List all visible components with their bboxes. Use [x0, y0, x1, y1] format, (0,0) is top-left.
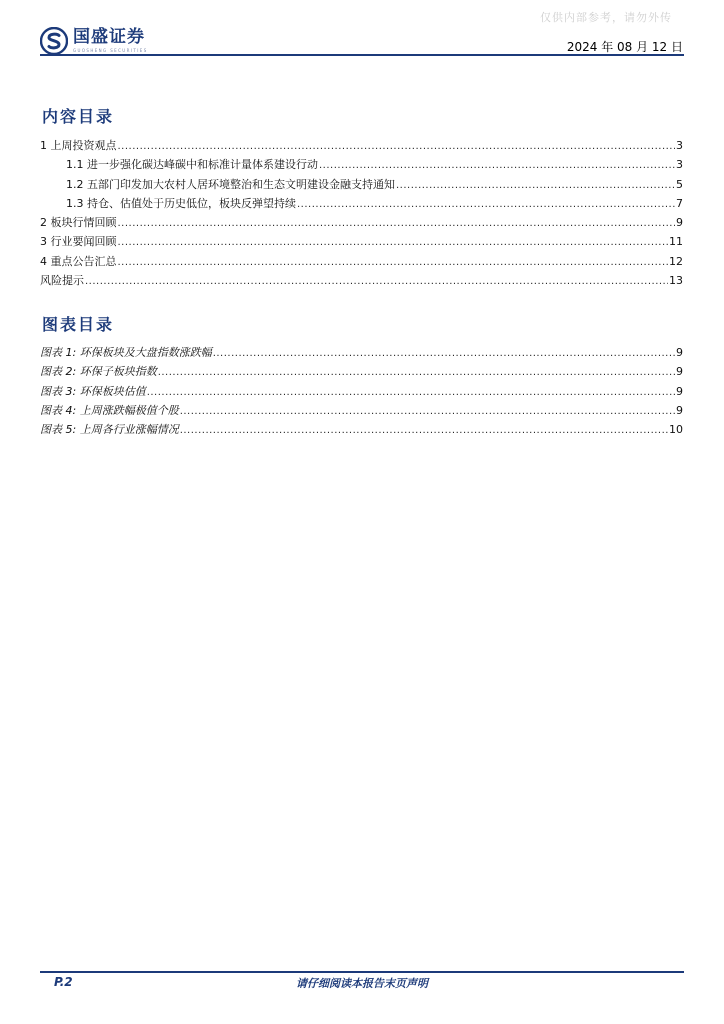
figure-entry[interactable]: [40, 382, 683, 401]
toc-entry-page: 9: [676, 216, 683, 230]
toc-entry-label: 4 重点公告汇总: [40, 254, 117, 268]
figure-entry-page: 9: [676, 403, 683, 417]
page-number: P.2: [54, 975, 73, 989]
toc-entry-page: 5: [676, 177, 683, 191]
figure-entry-page: 9: [676, 346, 683, 359]
dot-leader: [319, 156, 675, 175]
toc-entry-page: 7: [676, 196, 683, 210]
dot-leader: [118, 253, 669, 272]
dot-leader: [85, 272, 668, 291]
figure-entry-label: 图表 3: 环保板块估值: [40, 384, 146, 398]
contents-list: [40, 136, 683, 290]
toc-entry-page: 3: [676, 158, 683, 172]
toc-entry-label: 1.1 进一步强化碳达峰碳中和标准计量体系建设行动: [66, 158, 318, 172]
disclaimer-note: 请仔细阅读本报告末页声明: [296, 977, 428, 990]
toc-entry-label: 风险提示: [40, 274, 84, 288]
logo-english: GUOSHENG SECURITIES: [73, 48, 148, 53]
figures-title: 图表目录: [42, 315, 115, 334]
report-date: 2024 年 08 月 12 日: [566, 40, 683, 54]
toc-entry[interactable]: [40, 232, 683, 251]
toc-entry[interactable]: [40, 213, 683, 232]
figure-entry-page: 10: [669, 423, 683, 437]
toc-entry-label: 1 上周投资观点: [40, 139, 117, 152]
figure-entry[interactable]: [40, 343, 683, 362]
figure-entry-label: 图表 1: 环保板块及大盘指数涨跌幅: [40, 346, 212, 359]
company-logo: [40, 26, 148, 56]
dot-leader: [158, 363, 675, 382]
figures-list: [40, 343, 683, 439]
dot-leader: [213, 344, 675, 363]
toc-entry-page: 12: [669, 254, 683, 268]
toc-entry[interactable]: [40, 155, 683, 174]
dot-leader: [147, 383, 675, 402]
toc-entry-page: 13: [669, 274, 683, 288]
toc-entry-label: 1.3 持仓、估值处于历史低位，板块反弹望持续: [66, 196, 296, 210]
dot-leader: [118, 214, 676, 233]
toc-entry[interactable]: [40, 136, 683, 155]
toc-entry-page: 3: [676, 139, 683, 152]
header-divider: [40, 54, 684, 56]
toc-entry-label: 2 板块行情回顾: [40, 216, 117, 230]
dot-leader: [297, 195, 675, 214]
footer-divider: [40, 971, 684, 973]
dot-leader: [118, 233, 669, 252]
figure-entry-page: 9: [676, 365, 683, 379]
toc-entry[interactable]: [40, 271, 683, 290]
toc-entry-page: 11: [669, 235, 683, 249]
contents-title: 内容目录: [42, 107, 115, 126]
figure-entry-page: 9: [676, 384, 683, 398]
toc-entry[interactable]: [40, 252, 683, 271]
figure-entry[interactable]: [40, 401, 683, 420]
figure-entry-label: 图表 2: 环保子板块指数: [40, 365, 157, 379]
guosheng-logo-icon: [40, 27, 68, 55]
figure-entry[interactable]: [40, 362, 683, 381]
toc-entry-label: 1.2 五部门印发加大农村人居环境整治和生态文明建设金融支持通知: [66, 177, 395, 191]
toc-entry[interactable]: [40, 175, 683, 194]
logo-wordmark: 国盛证券: [73, 27, 145, 47]
figure-entry-label: 图表 5: 上周各行业涨幅情况: [40, 423, 179, 437]
watermark-text: 仅供内部参考，请勿外传: [540, 11, 672, 24]
toc-entry[interactable]: [40, 194, 683, 213]
figure-entry-label: 图表 4: 上周涨跌幅极值个股: [40, 403, 179, 417]
dot-leader: [118, 137, 676, 156]
dot-leader: [396, 176, 675, 195]
figure-entry[interactable]: [40, 420, 683, 439]
dot-leader: [180, 402, 675, 421]
dot-leader: [180, 421, 668, 440]
toc-entry-label: 3 行业要闻回顾: [40, 235, 117, 249]
